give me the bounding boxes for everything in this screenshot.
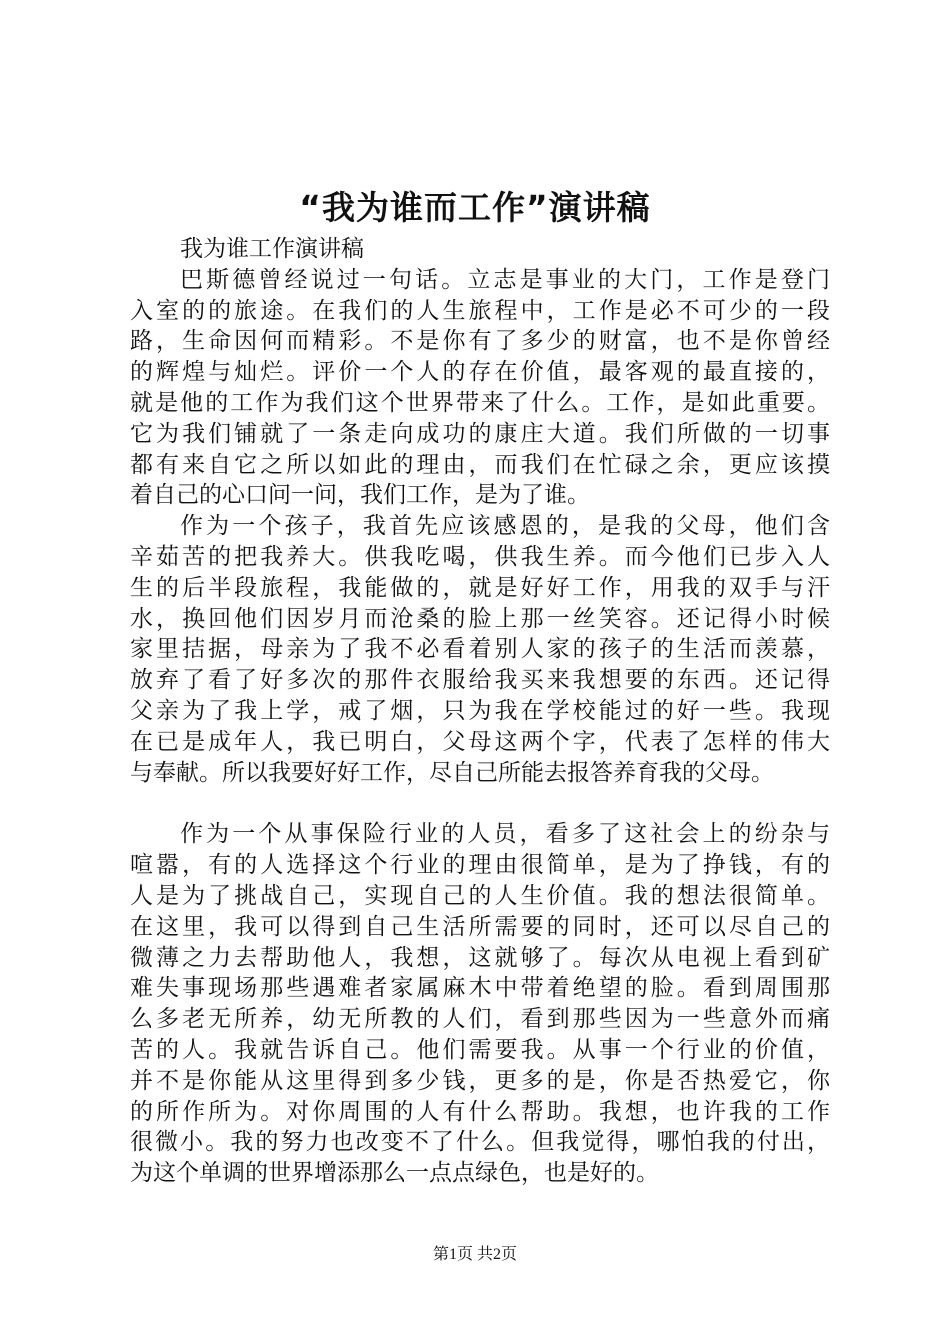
text-line: 放弃了看了好多次的那件衣服给我买来我想要的东西。还记得 <box>130 667 830 694</box>
text-line: 在已是成年人，我已明白，父母这两个字，代表了怎样的伟大 <box>130 728 830 755</box>
paragraph <box>130 819 830 1189</box>
text-line: 就是他的工作为我们这个世界带来了什么。工作，是如此重要。 <box>130 389 830 416</box>
document-subtitle: 我为谁工作演讲稿 <box>180 236 364 262</box>
text-line: 么多老无所养，幼无所教的人们，看到那些因为一些意外而痛 <box>130 1006 830 1033</box>
text-line: 微薄之力去帮助他人，我想，这就够了。每次从电视上看到矿 <box>130 944 830 971</box>
text-line: 并不是你能从这里得到多少钱，更多的是，你是否热爱它，你 <box>130 1067 830 1094</box>
text-line: 作为一个从事保险行业的人员，看多了这社会上的纷杂与 <box>180 821 830 848</box>
text-line: 路，生命因何而精彩。不是你有了多少的财富，也不是你曾经 <box>130 328 830 355</box>
paragraph <box>130 511 830 788</box>
text-line: 很微小。我的努力也改变不了什么。但我觉得，哪怕我的付出， <box>130 1129 830 1156</box>
text-line: 难失事现场那些遇难者家属麻木中带着绝望的脸。看到周围那 <box>130 975 830 1002</box>
text-line: 的所作所为。对你周围的人有什么帮助。我想，也许我的工作 <box>130 1098 830 1125</box>
document-body <box>130 234 830 1189</box>
text-line: 都有来自它之所以如此的理由，而我们在忙碌之余，更应该摸 <box>130 451 830 478</box>
text-line: 辛茹苦的把我养大。供我吃喝，供我生养。而今他们已步入人 <box>130 543 830 570</box>
page-footer: 第1页 共2页 <box>432 1246 517 1263</box>
text-line: 着自己的心口问一问，我们工作，是为了谁。 <box>130 482 590 509</box>
text-line: 家里拮据，母亲为了我不必看着别人家的孩子的生活而羡慕， <box>130 636 830 663</box>
document-title: “我为谁而工作”演讲稿 <box>299 188 651 227</box>
text-line: 入室的的旅途。在我们的人生旅程中，工作是必不可少的一段 <box>130 297 830 324</box>
text-line: 巴斯德曾经说过一句话。立志是事业的大门，工作是登门 <box>180 266 830 293</box>
paragraph-spacer <box>130 788 830 819</box>
text-line: 的辉煌与灿烂。评价一个人的存在价值，最客观的最直接的， <box>130 359 830 386</box>
text-line: 苦的人。我就告诉自己。他们需要我。从事一个行业的价值， <box>130 1036 830 1063</box>
text-line: 它为我们铺就了一条走向成功的康庄大道。我们所做的一切事 <box>130 420 830 447</box>
text-line: 与奉献。所以我要好好工作，尽自己所能去报答养育我的父母。 <box>130 759 774 786</box>
text-line: 父亲为了我上学，戒了烟，只为我在学校能过的好一些。我现 <box>130 697 830 724</box>
paragraph <box>130 265 830 511</box>
text-line: 在这里，我可以得到自己生活所需要的同时，还可以尽自己的 <box>130 913 830 940</box>
text-line: 作为一个孩子，我首先应该感恩的，是我的父母，他们含 <box>180 513 830 540</box>
text-line: 水，换回他们因岁月而沧桑的脸上那一丝笑容。还记得小时候 <box>130 605 830 632</box>
text-line: 喧嚣，有的人选择这个行业的理由很简单，是为了挣钱，有的 <box>130 852 830 879</box>
text-line: 为这个单调的世界增添那么一点点绿色，也是好的。 <box>130 1160 659 1187</box>
text-line: 生的后半段旅程，我能做的，就是好好工作，用我的双手与汗 <box>130 574 830 601</box>
text-line: 人是为了挑战自己，实现自己的人生价值。我的想法很简单。 <box>130 882 830 909</box>
